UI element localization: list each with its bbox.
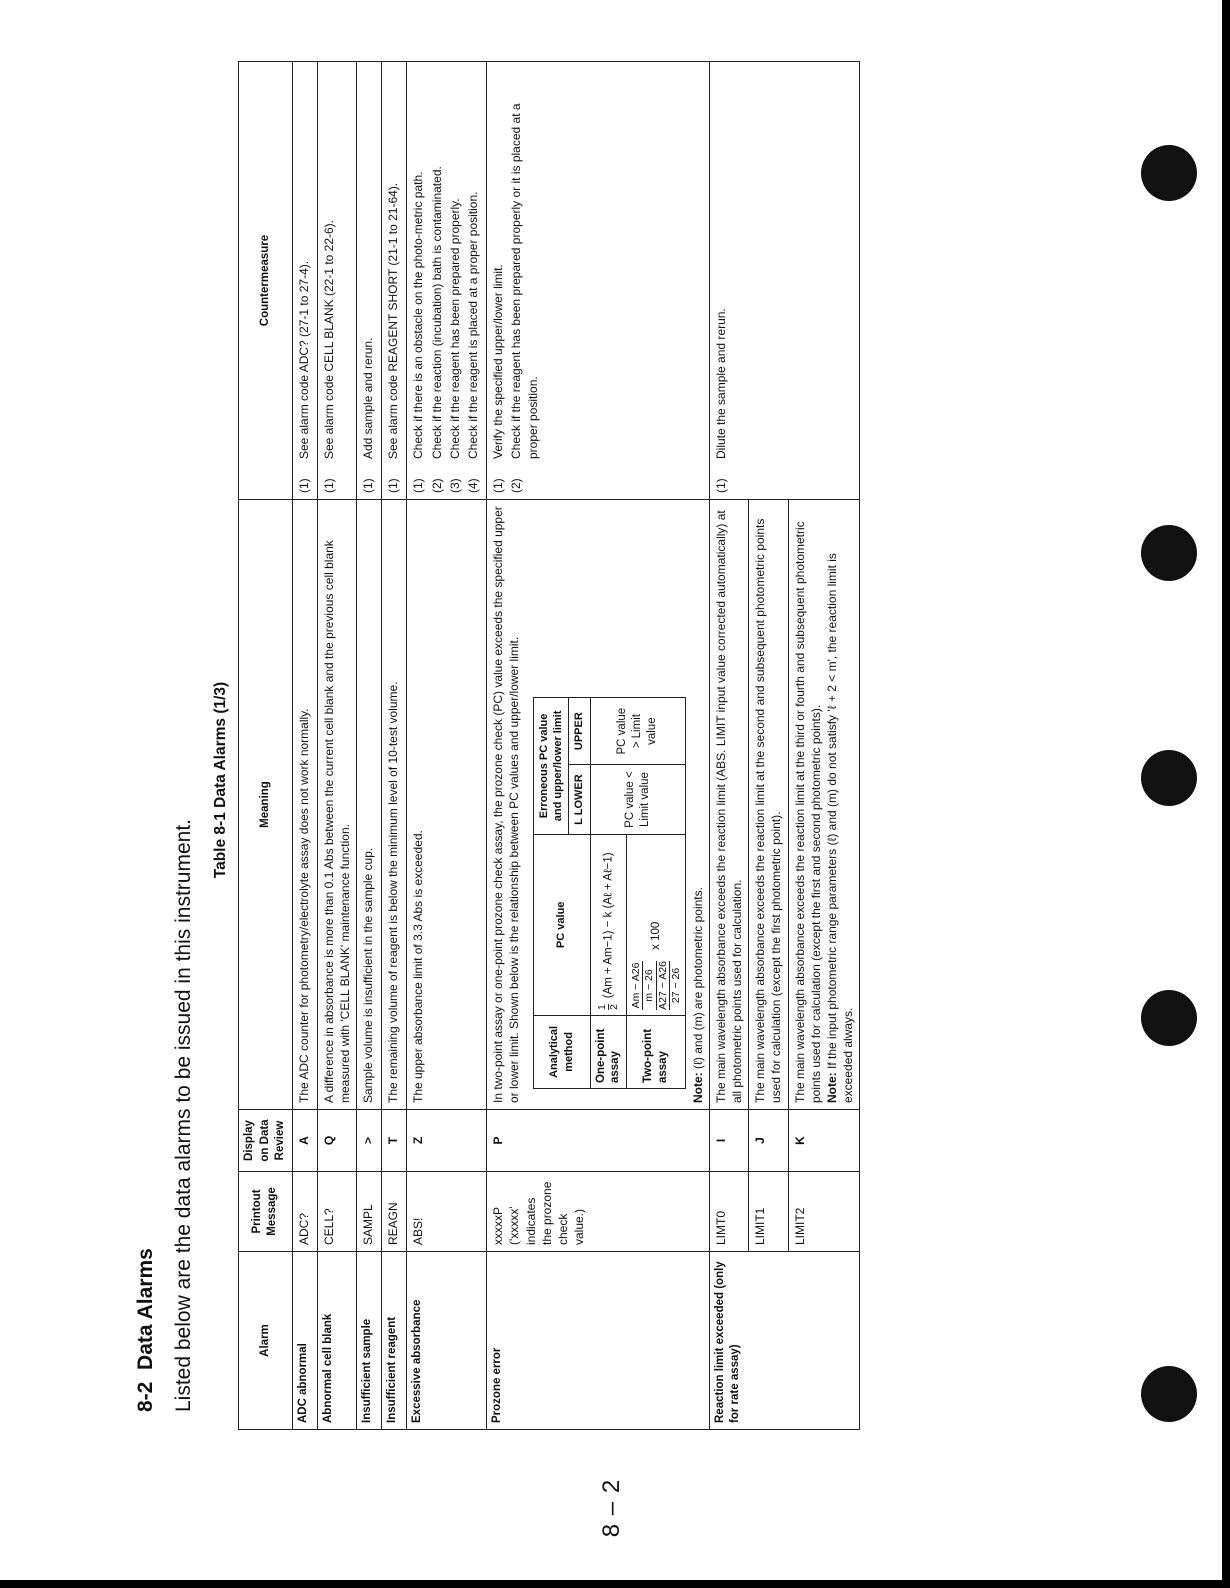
table-row — [292, 62, 317, 1430]
pc-value-table — [533, 697, 686, 1089]
alarm-cell: Insufficient sample — [357, 1252, 382, 1430]
limit2-note: Note: If the input photometric range parameters (ℓ) and (m) do not satisfy 'ℓ + 2 < m', the reaction limit is exceeded always. — [824, 553, 856, 1103]
table-row — [317, 62, 356, 1430]
item-text: Check if the reaction (incubation) bath is contaminated. — [429, 166, 444, 459]
printout-cell: SAMPL — [357, 1172, 382, 1252]
prozone-note: Note: (ℓ) and (m) are photometric points. — [690, 887, 705, 1103]
data-alarms-table — [238, 61, 860, 1430]
two-point-denominator: A27 − A26 27 − 26 — [656, 961, 682, 1010]
lower-condition: PC value < Limit value — [590, 765, 685, 835]
page-number: 8 – 2 — [598, 1478, 625, 1538]
display-cell: J — [749, 1110, 788, 1172]
countermeasure-cell — [487, 62, 710, 500]
alarm-cell: Reaction limit exceeded (only for rate assay) — [709, 1252, 860, 1430]
upper-condition: PC value > Limit value — [590, 698, 685, 765]
header-display: Display on Data Review — [239, 1110, 293, 1172]
item-text: See alarm code CELL BLANK (22-1 to 22-6). — [321, 219, 336, 459]
display-cell: Q — [317, 1110, 356, 1172]
display-cell: > — [357, 1110, 382, 1172]
table-row — [407, 62, 487, 1430]
pc-header-erroneous: Erroneous PC value and upper/lower limit — [533, 698, 569, 835]
item-number: (4) — [466, 478, 481, 493]
header-meaning: Meaning — [239, 500, 293, 1110]
prozone-meaning-text: In two-point assay or one-point prozone check assay, the prozone check (PC) value exceeds the specified upper or lower limit. Shown below is the relationship between PC values and upper/lower limit. — [491, 506, 522, 1103]
countermeasure-cell — [317, 62, 356, 500]
item-text: Dilute the sample and rerun. — [713, 308, 728, 459]
meaning-cell: The main wavelength absorbance exceeds the reaction limit at the second and subsequent photometric points used for calculation (except the first photometric point). — [749, 500, 788, 1110]
binder-hole — [1141, 1366, 1197, 1422]
meaning-cell: The ADC counter for photometry/electrolyte assay does not work normally. — [292, 500, 317, 1110]
binder-hole — [1141, 525, 1197, 581]
pc-header-lower: L LOWER — [569, 765, 590, 835]
section-title — [134, 1248, 158, 1412]
item-text: Check if the reagent has been prepared properly or it is placed at a proper position. — [509, 103, 540, 459]
item-number: (1) — [411, 478, 426, 493]
item-number: (1) — [361, 478, 376, 493]
binder-hole — [1141, 145, 1197, 201]
binder-hole — [1141, 750, 1197, 806]
two-point-formula — [627, 834, 685, 1015]
alarm-cell: Insufficient reagent — [382, 1252, 407, 1430]
item-number: (1) — [386, 478, 401, 493]
display-cell: A — [292, 1110, 317, 1172]
item-number: (2) — [509, 478, 524, 493]
table-caption: Table 8-1 Data Alarms (1/3) — [212, 681, 229, 879]
printout-cell: ABS! — [407, 1172, 487, 1252]
display-cell: P — [487, 1110, 710, 1172]
limit2-meaning-text: The main wavelength absorbance exceeds the reaction limit at the third or fourth and subsequent photometric points used for calculation (except the first and second photometric points). — [792, 521, 823, 1103]
meaning-cell: The upper absorbance limit of 3.3 Abs is exceeded. — [407, 500, 487, 1110]
meaning-cell: Sample volume is insufficient in the sample cup. — [357, 500, 382, 1110]
item-number: (1) — [713, 478, 728, 493]
printout-cell: REAGN — [382, 1172, 407, 1252]
table-row — [487, 62, 710, 1430]
meaning-cell — [788, 500, 860, 1110]
one-point-formula: 1 2 (Am + Am−1) − k (Aℓ + Aℓ−1) — [590, 834, 627, 1015]
item-text: Verify the specified upper/lower limit. — [491, 264, 506, 459]
section-name: Data Alarms — [134, 1248, 157, 1370]
header-printout: Printout Message — [239, 1172, 293, 1252]
item-number: (1) — [296, 478, 311, 493]
alarm-cell: Excessive absorbance — [407, 1252, 487, 1430]
item-text: Add sample and rerun. — [361, 337, 376, 459]
display-cell: T — [382, 1110, 407, 1172]
printout-cell: LIMIT2 — [788, 1172, 860, 1252]
printout-cell: LIMT0 — [709, 1172, 748, 1252]
printout-cell: xxxxxP ('xxxxx' indicates the prozone check value.) — [487, 1172, 710, 1252]
header-alarm: Alarm — [239, 1252, 293, 1430]
countermeasure-cell — [357, 62, 382, 500]
countermeasure-cell — [292, 62, 317, 500]
two-point-numerator: Am − A26 m − 26 — [630, 962, 656, 1009]
display-cell: K — [788, 1110, 860, 1172]
pc-header-upper: UPPER — [569, 698, 590, 765]
meaning-cell: A difference in absorbance is more than 0.1 Abs between the current cell blank and the previous cell blank measured with 'CELL BLANK' maintenance function. — [317, 500, 356, 1110]
alarm-cell: ADC abnormal — [292, 1252, 317, 1430]
intro-text: Listed below are the data alarms to be issued in this instrument. — [172, 819, 195, 1412]
pc-header-method: Analytical method — [533, 1015, 590, 1088]
table-row — [382, 62, 407, 1430]
meaning-cell: The remaining volume of reagent is below the minimum level of 10-test volume. — [382, 500, 407, 1110]
item-number: (3) — [447, 478, 462, 493]
item-text: Check if the reagent is placed at a proper position. — [466, 191, 481, 459]
printout-cell: LIMIT1 — [749, 1172, 788, 1252]
two-point-label: Two-point assay — [627, 1015, 685, 1088]
binder-hole — [1141, 990, 1197, 1046]
meaning-cell: The main wavelength absorbance exceeds the reaction limit (ABS. LIMIT input value corrected automatically) at all photometric points used for calculation. — [709, 500, 748, 1110]
item-number: (2) — [429, 478, 444, 493]
countermeasure-cell — [382, 62, 407, 500]
item-text: Check if there is an obstacle on the photo-metric path. — [411, 171, 426, 459]
one-point-label: One-point assay — [590, 1015, 627, 1088]
rotated-page-content — [130, 10, 1080, 1470]
header-countermeasure: Countermeasure — [239, 62, 293, 500]
countermeasure-cell — [407, 62, 487, 500]
page-edge-bottom — [0, 1580, 1230, 1588]
table-row — [709, 62, 748, 1430]
display-cell: I — [709, 1110, 748, 1172]
page-edge-right — [1222, 0, 1230, 1588]
alarm-cell: Abnormal cell blank — [317, 1252, 356, 1430]
printout-cell: ADC? — [292, 1172, 317, 1252]
countermeasure-cell — [709, 62, 860, 500]
table-row — [357, 62, 382, 1430]
table-header-row — [239, 62, 293, 1430]
item-number: (1) — [321, 478, 336, 493]
item-number: (1) — [491, 478, 506, 493]
pc-header-value: PC value — [533, 834, 590, 1015]
printout-cell: CELL? — [317, 1172, 356, 1252]
item-text: See alarm code REAGENT SHORT (21-1 to 21-64). — [386, 182, 401, 459]
one-point-formula-text: (Am + Am−1) − k (Aℓ + Aℓ−1) — [602, 852, 615, 999]
display-cell: Z — [407, 1110, 487, 1172]
item-text: Check if the reagent has been prepared properly. — [447, 198, 462, 459]
two-point-multiplier: x 100 — [650, 921, 663, 950]
item-text: See alarm code ADC? (27-1 to 27-4). — [296, 260, 311, 459]
alarm-cell: Prozone error — [487, 1252, 710, 1430]
section-number: 8-2 — [134, 1381, 157, 1412]
meaning-cell — [487, 500, 710, 1110]
